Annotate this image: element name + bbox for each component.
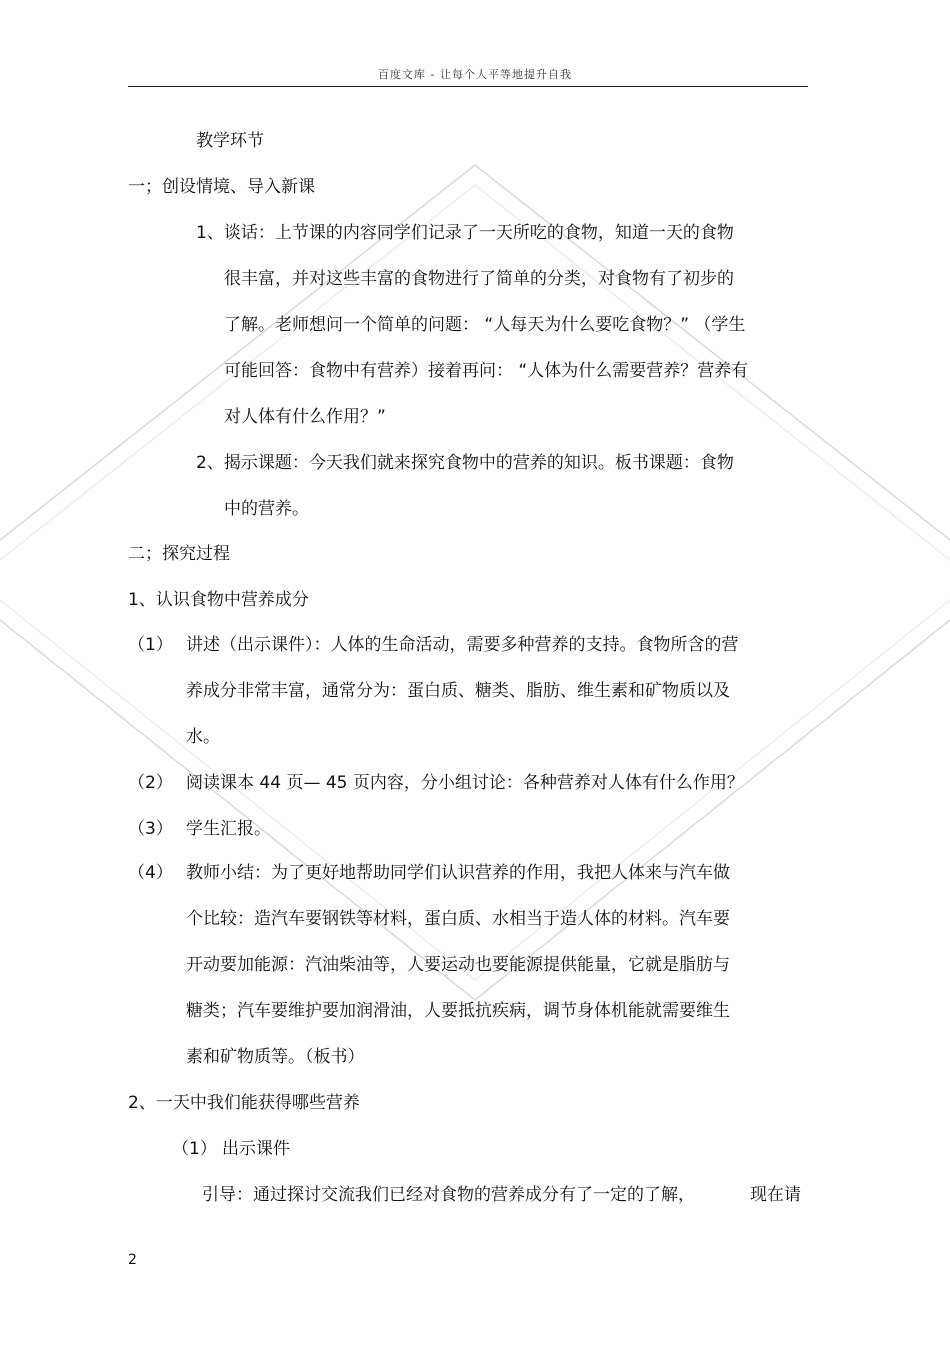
part-two-title: 二；探究过程 xyxy=(128,544,230,564)
paragraph-line: 个比较：造汽车要钢铁等材料，蛋白质、水相当于造人体的材料。汽车要 xyxy=(186,909,730,929)
section-heading: 教学环节 xyxy=(196,131,264,151)
paragraph-line: 讲述（出示课件）：人体的生命活动，需要多种营养的支持。食物所含的营 xyxy=(186,635,739,655)
paragraph-line: 教师小结：为了更好地帮助同学们认识营养的作用，我把人体来与汽车做 xyxy=(186,863,730,883)
item-label: （1） xyxy=(172,1139,217,1159)
item-label: （3） xyxy=(128,819,173,839)
paragraph-line: 了解。老师想问一个简单的问题： “人每天为什么要吃食物？” （学生 xyxy=(224,315,746,335)
part-one-title: 一；创设情境、导入新课 xyxy=(128,177,315,197)
paragraph-line: 阅读课本 44 页— 45 页内容，分小组讨论：各种营养对人体有什么作用？ xyxy=(186,773,744,793)
paragraph-line: 可能回答：食物中有营养）接着再问： “人体为什么需要营养？营养有 xyxy=(224,361,749,381)
subsection-heading: 2、一天中我们能获得哪些营养 xyxy=(128,1093,360,1113)
paragraph-line: 2、揭示课题：今天我们就来探究食物中的营养的知识。板书课题：食物 xyxy=(196,453,734,473)
paragraph-line: 养成分非常丰富，通常分为：蛋白质、糖类、脂肪、维生素和矿物质以及 xyxy=(186,681,730,701)
paragraph-line: 中的营养。 xyxy=(224,499,309,519)
page-header: 百度文库 - 让每个人平等地提升自我 xyxy=(378,68,572,81)
paragraph-line: 开动要加能源：汽油柴油等，人要运动也要能源提供能量，它就是脂肪与 xyxy=(186,955,730,975)
paragraph-line: 素和矿物质等。（板书） xyxy=(186,1047,365,1067)
item-label: （2） xyxy=(128,773,173,793)
paragraph-line: 水。 xyxy=(186,727,220,747)
paragraph-line: 引导：通过探讨交流我们已经对食物的营养成分有了一定的了解， xyxy=(202,1185,695,1205)
paragraph-line: 糖类；汽车要维护要加润滑油，人要抵抗疾病，调节身体机能就需要维生 xyxy=(186,1001,730,1021)
paragraph-line: 出示课件 xyxy=(222,1139,290,1159)
paragraph-line: 对人体有什么作用？” xyxy=(224,407,386,427)
page-number: 2 xyxy=(128,1252,137,1268)
item-label: （1） xyxy=(128,635,173,655)
header-divider xyxy=(128,86,808,87)
paragraph-line: 很丰富，并对这些丰富的食物进行了简单的分类，对食物有了初步的 xyxy=(224,269,734,289)
item-label: （4） xyxy=(128,863,173,883)
paragraph-line: 1、谈话：上节课的内容同学们记录了一天所吃的食物，知道一天的食物 xyxy=(196,223,734,243)
paragraph-line: 学生汇报。 xyxy=(186,819,271,839)
subsection-heading: 1、认识食物中营养成分 xyxy=(128,590,309,610)
paragraph-line-end: 现在请 xyxy=(750,1185,801,1205)
